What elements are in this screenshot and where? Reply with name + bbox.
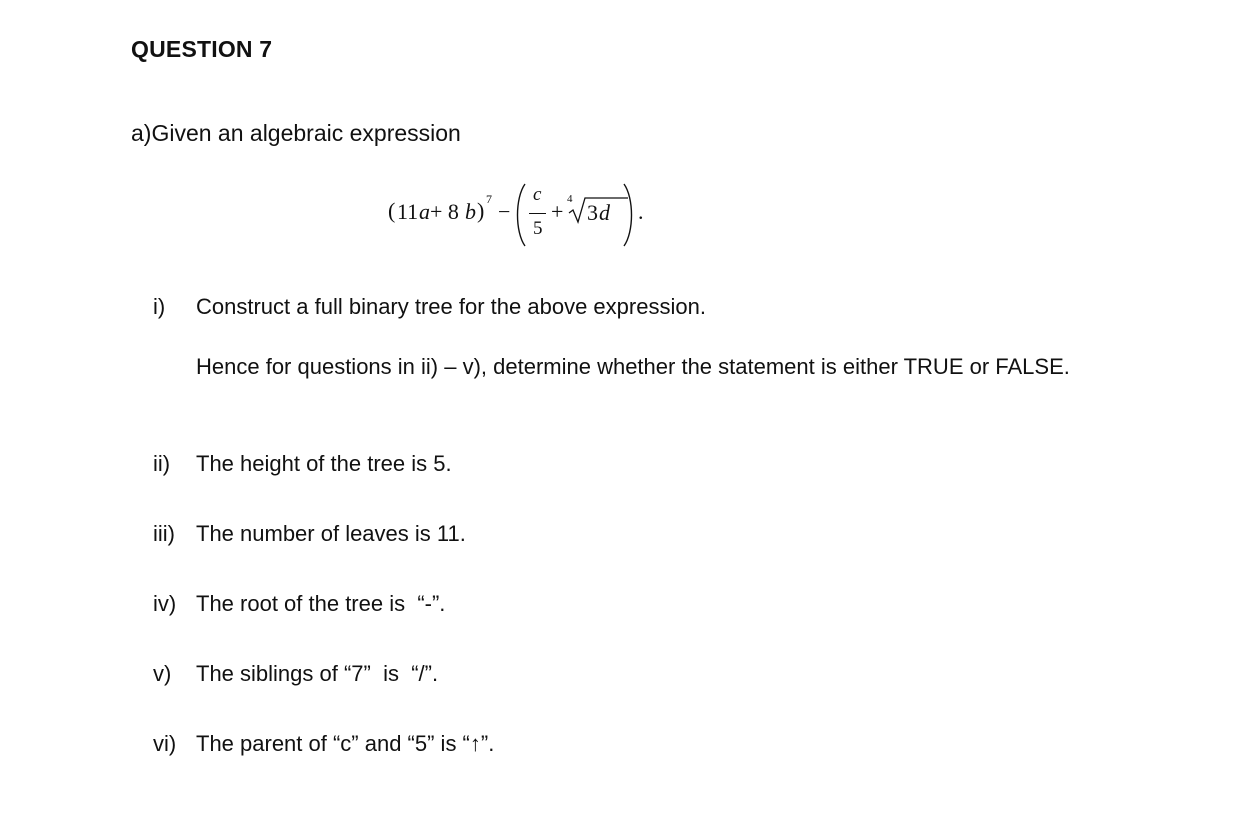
item-text-vi: The parent of “c” and “5” is “↑”.: [196, 731, 495, 756]
part-a-intro: Given an algebraic expression: [151, 120, 461, 146]
item-number-v: v): [153, 661, 172, 686]
expr-period: .: [638, 199, 644, 224]
expr-frac-bar: [529, 213, 546, 214]
question-title: QUESTION 7: [131, 36, 273, 62]
item-number-vi: vi): [153, 731, 177, 756]
item-text-iv: The root of the tree is “-”.: [196, 591, 446, 616]
algebraic-expression: [388, 182, 648, 250]
expr-frac-denominator: 5: [533, 218, 543, 239]
item-text-i: Construct a full binary tree for the above expression.: [196, 294, 706, 319]
expr-minus: −: [498, 199, 511, 224]
expr-plus-2: +: [551, 199, 564, 224]
item-number-ii: ii): [153, 451, 171, 476]
expr-frac-numerator: c: [533, 184, 542, 205]
expr-open-paren: (: [388, 198, 396, 223]
expr-radicand-d: d: [599, 200, 610, 225]
expr-term-11: 11: [397, 199, 419, 224]
expr-root-index: 4: [567, 193, 573, 205]
item-number-iv: iv): [153, 591, 177, 616]
item-text-ii: The height of the tree is 5.: [196, 451, 452, 476]
expr-big-open-paren: [513, 182, 527, 254]
expr-close-paren: ): [477, 198, 485, 223]
expr-var-a: a: [419, 199, 430, 224]
part-a-label: a): [131, 120, 152, 146]
item-number-i: i): [153, 294, 166, 319]
expr-plus-8: + 8: [430, 199, 459, 224]
item-number-iii: iii): [153, 521, 175, 546]
part-a-heading: [131, 120, 461, 147]
instruction-paragraph: Hence for questions in ii) – v), determine whether the statement is either TRUE or FALSE.: [196, 354, 1070, 379]
expr-var-b: b: [465, 199, 476, 224]
expr-big-close-paren: [622, 182, 636, 254]
item-text-v: The siblings of “7” is “/”.: [196, 661, 439, 686]
item-text-iii: The number of leaves is 11.: [196, 521, 466, 546]
expr-exponent: 7: [486, 192, 492, 206]
expr-radicand-3: 3: [587, 200, 598, 225]
